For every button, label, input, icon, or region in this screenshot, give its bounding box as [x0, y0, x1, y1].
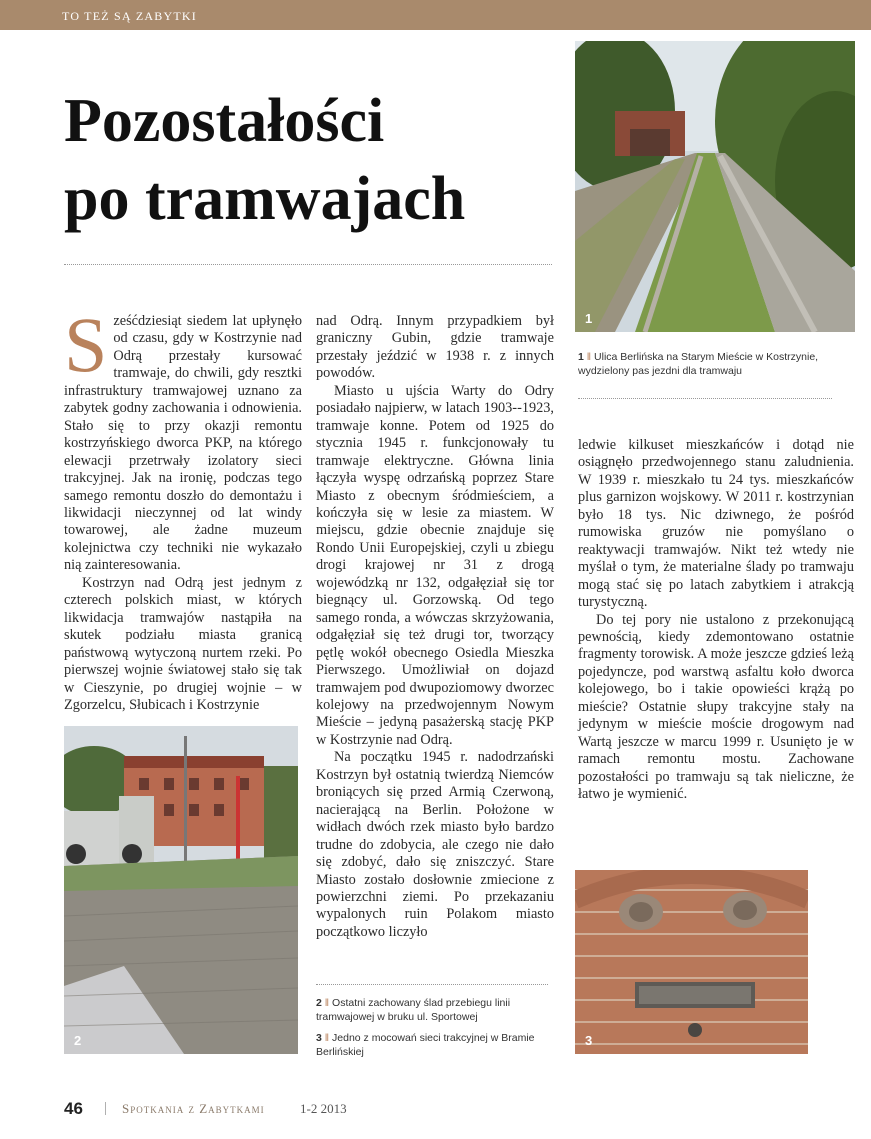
photo-cobblestone-street: [64, 726, 298, 1054]
caption-bar: ‖: [586, 351, 592, 363]
caption-3-number: 3: [316, 1032, 322, 1044]
caption-1-text: Ulica Berlińska na Starym Mieście w Kostrzynie, wydzielony pas jezdni dla tramwaju: [578, 351, 819, 377]
caption-3: [316, 1031, 556, 1059]
footer-separator: |: [104, 1100, 108, 1116]
caption-2: [316, 996, 556, 1024]
paragraph: [64, 301, 302, 575]
page-footer: [64, 1099, 464, 1119]
paragraph: nad Odrą. Innym przypadkiem był graniczny Gubin, gdzie tramwaje przestały jeździć w 1938 r. z innych powodów.: [316, 313, 554, 382]
paragraph: Na początku 1945 r. nadodrzański Kostrzyn był ostatnią twierdzą Niemców broniących się przed Armią Czerwoną, nacierającą na Berlin. Położone w widłach dwóch rzek miasto było bardzo trudne do zdobycia, ale czego nie dało się zdobyć, dało się zniszczyć. Stare Miasto zostało dosłownie zmiecione z powierzchni ziemi. Po przekazaniu wypalonych ruin Polakom miasto początkowo liczyło: [316, 749, 554, 940]
caption-3-text: Jedno z mocowań sieci trakcyjnej w Bramie Berlińskiej: [316, 1032, 535, 1058]
photo-tram-lane: [575, 41, 855, 332]
magazine-name: Spotkania z Zabytkami: [122, 1101, 265, 1116]
photo-number: 3: [585, 1033, 593, 1048]
caption-1: [578, 350, 858, 378]
caption-2-divider: [316, 984, 548, 985]
section-header-band: [0, 0, 871, 30]
paragraph: Miasto u ujścia Warty do Odry posiadało najpierw, w latach 1903--1923, tramwaje konne. Potem od 1925 do stycznia 1945 r. funkcjonowały tu tramwaje elektryczne. Główna linia łączyła wyspę odrzańską poprzez Stare Miasto z obecnym śródmieściem, a kończyła się w lesie za miastem. W miejscu, gdzie obecnie znajduje się Rondo Unii Europejskiej, czyli u zbiegu drogi krajowej nr 31 z drogą wojewódzką nr 132, odgałęział się tor biegnący ul. Gorzowską. Od tego samego ronda, a wówczas skrzyżowania, odgałęział się też drugi tor, tworzący pętlę wokół obecnego Osiedla Mieszka Pierwszego. Umożliwiał on dojazd tramwajem pod dwupoziomowy dworzec kolejowy na przedwojennym Nowym Mieście – jedyną pasażerską stację PKP w Kostrzynie nad Odrą.: [316, 382, 554, 748]
photo-number: 1: [585, 311, 593, 326]
title-line-2: po tramwajach: [64, 165, 466, 233]
text-column-2: [316, 313, 554, 941]
issue-label: 1-2 2013: [300, 1101, 347, 1116]
caption-1-number: 1: [578, 351, 584, 363]
caption-bar: ‖: [324, 997, 330, 1009]
photo-tram-lane-image: [575, 41, 855, 332]
paragraph: ledwie kilkuset mieszkańców i dotąd nie osiągnęło przedwojennego stanu zaludnienia. W 1939 r. mieszkało tu 24 tys. mieszkańców plus garnizon wojskowy. W 2011 r. kostrzynian było 18 tys. Nic dziwnego, że pośród rumowiska gruzów nie pomyślano o reaktywacji tramwajów. Nikt też wtedy nie myślał o tym, że materialne ślady po tramwaju mogą stać się po latach zabytkiem i atrakcją turystyczną.: [578, 437, 854, 611]
photo-brick-image: [575, 870, 808, 1054]
section-label: TO TEŻ SĄ ZABYTKI: [62, 9, 197, 23]
paragraph-text: ześćdziesiąt siedem lat upłynęło od czasu, gdy w Kostrzynie nad Odrą przestały kursować tramwaje, do chwili, gdy resztki infrastruktury tramwajowej uznano za zabytek godny zachowania i odnowienia. Stało się to przy okazji remontu kostrzyńskiego dworca PKP, na którego elewacji przetrwały izolatory sieci trakcyjnej. Jak na ironię, podczas tego samego remontu doszło do demontażu i likwidacji nieczynnej od lat windy towarowej, ale żadne muzeum kolejnictwa czy techniki nie wykazało nią zainteresowania.: [64, 313, 302, 574]
photo-cobblestone-image: [64, 726, 298, 1054]
caption-2-text: Ostatni zachowany ślad przebiegu linii tramwajowej w bruku ul. Sportowej: [316, 997, 511, 1023]
drop-cap: S: [64, 301, 108, 388]
caption-bar: ‖: [324, 1032, 330, 1044]
paragraph: Do tej pory nie ustalono z przekonującą pewnością, kiedy zdemontowano ostatnie fragmenty torowisk. A może jeszcze gdzieś leżą pojedyncze, pod warstwą asfaltu koło dworca kolejowego, bo i takie opowieści krążą po mieście? Ostatnie słupy trakcyjne stały na jedynym w mieście moście drogowym nad Wartą jeszcze w marcu 1999 r. Usunięto je w ramach remontu mostu. Zachowane pozostałości po tramwaju są tak nieliczne, że łatwo je wymienić.: [578, 611, 854, 803]
paragraph: Kostrzyn nad Odrą jest jednym z czterech polskich miast, w których likwidacja tramwajów nastąpiła na skutek podziału miasta granicą państwową wytyczoną nurtem rzeki. Po pierwszej wojnie światowej stało się tak w Cieszynie, po drugiej wojnie – w Zgorzelcu, Słubicach i Kostrzynie: [64, 574, 302, 713]
article-title: [64, 82, 564, 238]
text-column-3: [578, 437, 854, 804]
photo-number: 2: [74, 1033, 82, 1048]
photo-brick-mounts: [575, 870, 808, 1054]
text-column-1: [64, 301, 302, 714]
title-line-1: Pozostałości: [64, 87, 385, 155]
caption-2-number: 2: [316, 997, 322, 1009]
page-number: 46: [64, 1099, 83, 1118]
caption-1-divider: [578, 398, 832, 399]
title-divider: [64, 264, 552, 265]
